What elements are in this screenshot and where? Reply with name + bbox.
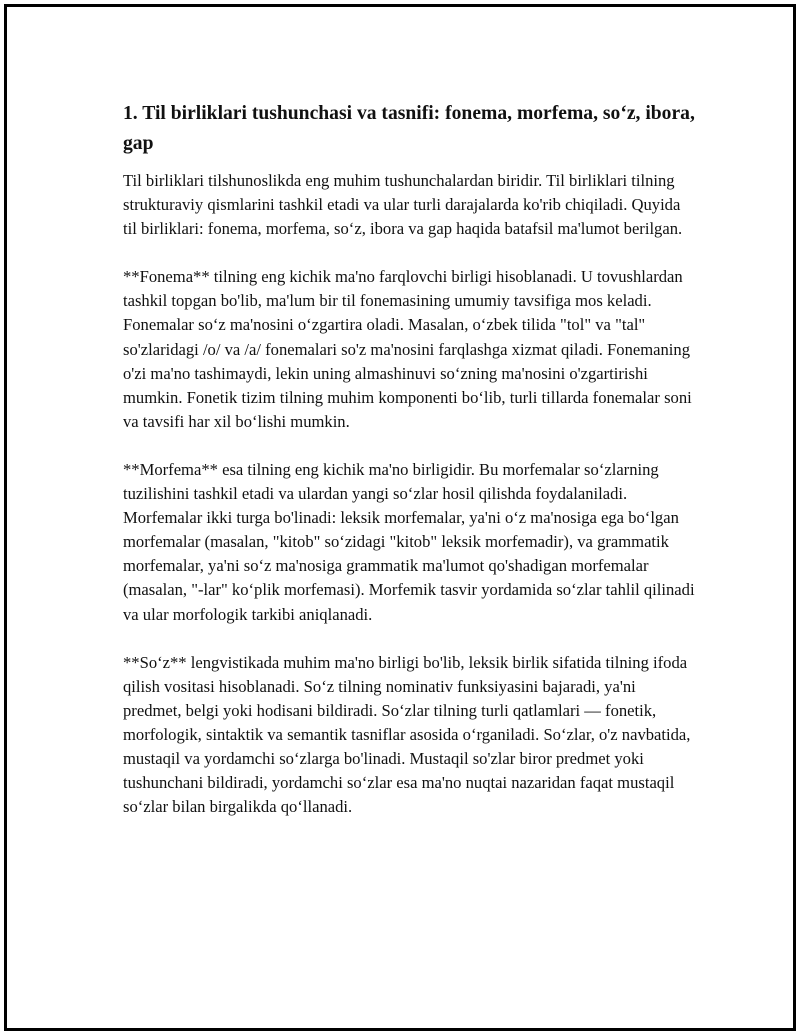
document-body xyxy=(123,99,695,843)
soz-paragraph: **So‘z** lengvistikada muhim ma'no birligi bo'lib, leksik birlik sifatida tilning ifoda qilish vositasi hisoblanadi. So‘z tilning nominativ funksiyasini bajaradi, ya'ni predmet, belgi yoki hodisani bildiradi. So‘zlar tilning turli qatlamlari — fonetik, morfologik, sintaktik va semantik tasniflar asosida o‘rganiladi. So‘zlar, o'z navbatida, mustaqil va yordamchi so‘zlarga bo'linadi. Mustaqil so'zlar biror predmet yoki tushunchani bildiradi, yordamchi so‘zlar esa ma'no nuqtai nazaridan faqat mustaqil so‘zlar bilan birgalikda qo‘llanadi. xyxy=(123,652,691,817)
morfema-paragraph: **Morfema** esa tilning eng kichik ma'no birligidir. Bu morfemalar so‘zlarning tuzilishini tashkil etadi va ulardan yangi so‘zlar hosil qilishda foydalaniladi. Morfemalar ikki turga bo'linadi: leksik morfemalar, ya'ni o‘z ma'nosiga ega bo‘lgan morfemalar (masalan, "kitob" so‘zidagi "kitob" leksik morfemadir), va grammatik morfemalar, ya'ni so‘z ma'nosiga grammatik ma'lumot qo'shadigan morfemalar (masalan, "-lar" ko‘plik morfemasi). Morfemik tasvir yordamida so‘zlar tahlil qilinadi va ular morfologik tarkibi aniqlanadi. xyxy=(123,459,695,624)
section-heading: 1. Til birliklari tushunchasi va tasnifi: fonema, morfema, so‘z, ibora, gap xyxy=(123,103,695,154)
page-frame xyxy=(4,4,796,1031)
fonema-paragraph: **Fonema** tilning eng kichik ma'no farqlovchi birligi hisoblanadi. U tovushlardan tashkil topgan bo'lib, ma'lum bir til fonemasining umumiy tavsifiga mos keladi. Fonemalar so‘z ma'nosini o‘zgartira oladi. Masalan, o‘zbek tilida "tol" va "tal" so'zlaridagi /o/ va /a/ fonemalari so'z ma'nosini farqlashga xizmat qiladi. Fonemaning o'zi ma'no tashimaydi, lekin uning almashinuvi so‘zning ma'nosini o'zgartirishi mumkin. Fonetik tizim tilning muhim komponenti bo‘lib, turli tillarda fonemalar soni va tavsifi har xil bo‘lishi mumkin. xyxy=(123,267,692,431)
intro-paragraph: Til birliklari tilshunoslikda eng muhim tushunchalardan biridir. Til birliklari tilning strukturaviy qismlarini tashkil etadi va ular turli darajalarda ko'rib chiqiladi. Quyida til birliklari: fonema, morfema, so‘z, ibora va gap haqida batafsil ma'lumot berilgan. xyxy=(123,171,683,239)
